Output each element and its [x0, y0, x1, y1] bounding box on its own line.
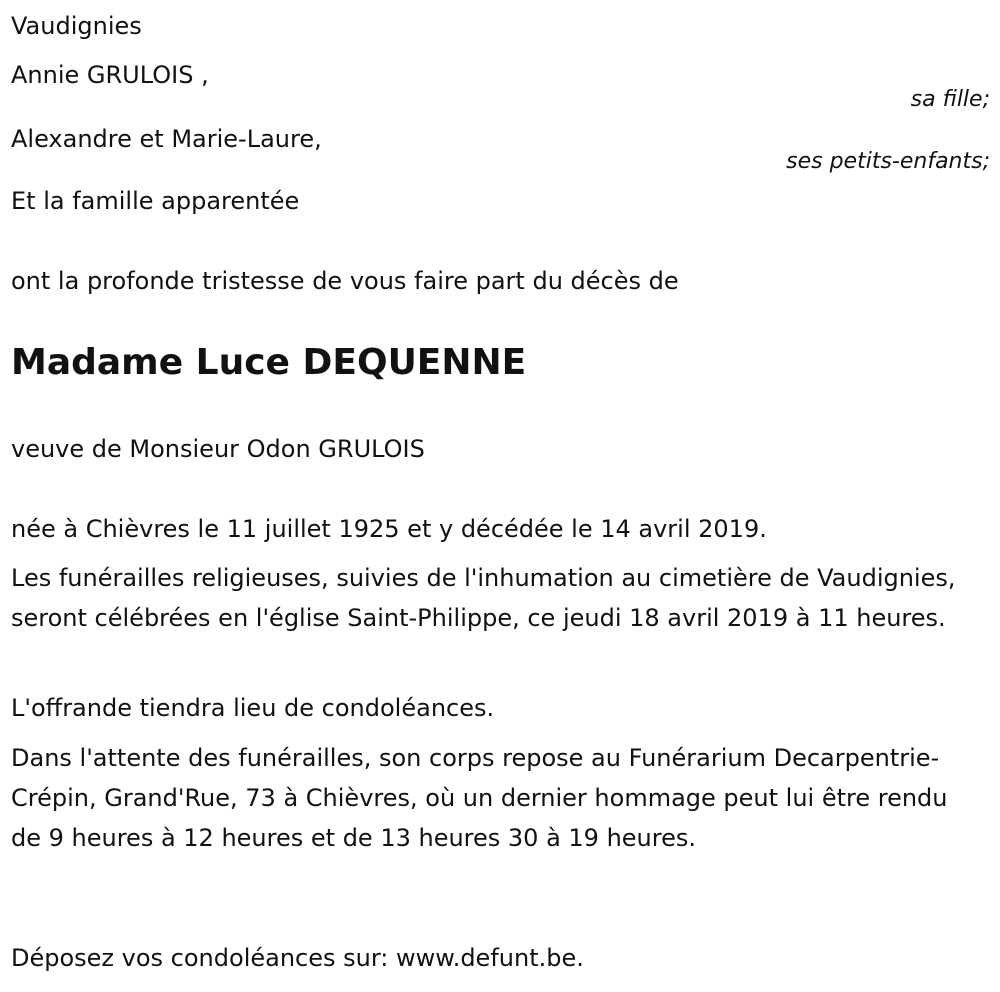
family-member-relation: sa fille; [910, 87, 990, 112]
intro-text: ont la profonde tristesse de vous faire part du décès de [11, 267, 679, 295]
funeral-paragraph: Les funérailles religieuses, suivies de l'inhumation au cimetière de Vaudignies, seront célébrées en l'église Saint-Philippe, ce jeudi 18 avril 2019 à 11 heures. [11, 564, 956, 632]
spouse-line: veuve de Monsieur Odon GRULOIS [11, 435, 425, 463]
extended-family: Et la famille apparentée [11, 187, 300, 215]
deceased-name: Madame Luce DEQUENNE [11, 342, 527, 383]
family-member-relation: ses petits-enfants; [786, 149, 990, 174]
place-name: Vaudignies [11, 12, 142, 40]
birth-death-line: née à Chièvres le 11 juillet 1925 et y décédée le 14 avril 2019. [11, 515, 767, 543]
condolences-line: Déposez vos condoléances sur: www.defunt.be. [11, 944, 584, 972]
family-member-name: Alexandre et Marie-Laure, [11, 125, 322, 153]
family-member-name: Annie GRULOIS , [11, 61, 209, 89]
viewing-paragraph: Dans l'attente des funérailles, son corps repose au Funérarium Decarpentrie-Crépin, Grand'Rue, 73 à Chièvres, où un dernier hommage peut lui être rendu de 9 heures à 12 heures et de 13 heures 30 à 19 heures. [11, 744, 948, 852]
offering-line: L'offrande tiendra lieu de condoléances. [11, 694, 495, 722]
